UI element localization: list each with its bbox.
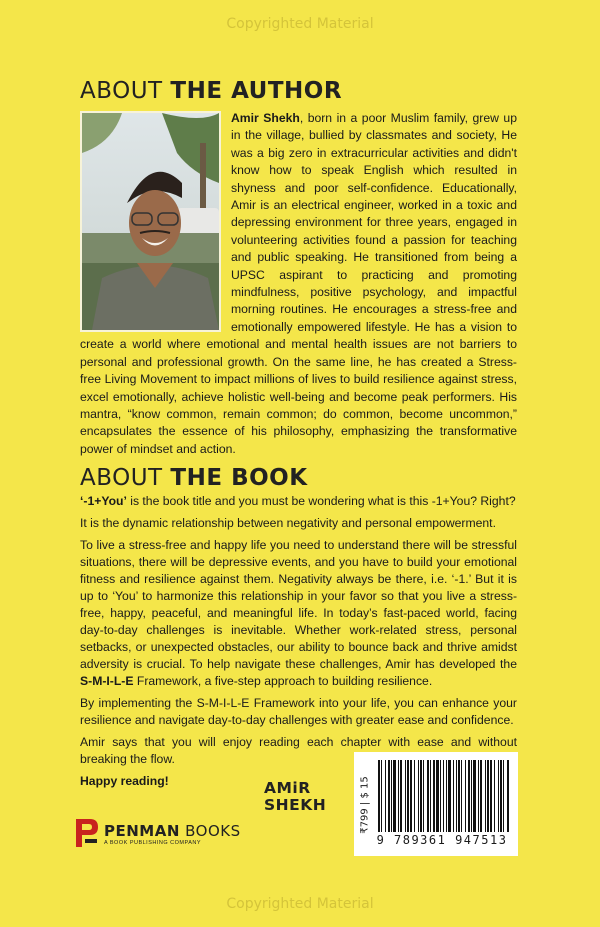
signature-line-2: SHEKH bbox=[264, 796, 327, 814]
publisher-name bbox=[104, 822, 241, 840]
penman-books-logo-icon bbox=[72, 815, 100, 851]
publisher-name-rest: BOOKS bbox=[179, 822, 241, 840]
watermark-bottom: Copyrighted Material bbox=[226, 896, 374, 912]
book-heading bbox=[80, 465, 308, 491]
happy-reading: Happy reading! bbox=[80, 774, 169, 788]
isbn-number: 9 789361 947513 bbox=[376, 833, 508, 847]
book-paragraph-3 bbox=[80, 537, 517, 690]
smile-framework-label: S-M-I-L-E bbox=[80, 674, 134, 688]
book-title: ‘-1+You’ bbox=[80, 494, 127, 508]
watermark-top: Copyrighted Material bbox=[226, 16, 374, 32]
author-heading bbox=[80, 78, 342, 104]
author-heading-bold: THE AUTHOR bbox=[170, 78, 343, 104]
publisher-name-bold: PENMAN bbox=[104, 822, 180, 840]
author-signature-logo bbox=[264, 780, 326, 814]
barcode bbox=[374, 760, 514, 832]
author-bio-text: , born in a poor Muslim family, grew up in the village, bullied by classmates and society, He was a big zero in extracurricular activities and didn't know how to speak English which resulted in shyness and poor self-confidence. Educationally, Amir is an electrical engineer, worked in a toxic and depressing environment for three years, engaged in volunteering activities found a passion for teaching and public speaking. He transitioned from being a UPSC aspirant to practicing and promoting mindfulness, positive psychology, and impactful morning routines. He encourages a stress-free and emotionally empowered lifestyle. He has a vision to create a world where emotional and mental health issues are not barriers to personal and professional growth. On the same line, he has created a Stress-free Living Movement to impact millions of lives to build resilience against stress, excel emotionally, achieve holistic well-being and become peak performers. His mantra, “know common, remain common; do common, become uncommon,” encapsulates the essence of his philosophy, emphasizing the transformative power of mindset and action. bbox=[80, 111, 517, 456]
book-description bbox=[80, 493, 517, 795]
signature-line-1: AMiR bbox=[264, 779, 311, 797]
book-paragraph-1-text: is the book title and you must be wondering what is this -1+You? Right? bbox=[126, 494, 516, 508]
price-text: ₹799 | $ 15 bbox=[359, 776, 371, 834]
book-heading-thin: ABOUT bbox=[80, 465, 163, 491]
author-heading-thin: ABOUT bbox=[80, 78, 163, 104]
book-paragraph-4: By implementing the S-M-I-L-E Framework into your life, you can enhance your resilience and navigate day-to-day challenges with greater ease and confidence. bbox=[80, 696, 517, 727]
book-heading-bold: THE BOOK bbox=[170, 465, 308, 491]
author-photo bbox=[80, 111, 221, 332]
publisher-tagline: A BOOK PUBLISHING COMPANY bbox=[104, 840, 202, 846]
book-paragraph-2: It is the dynamic relationship between negativity and personal empowerment. bbox=[80, 516, 496, 530]
book-paragraph-5: Amir says that you will enjoy reading each chapter with ease and without breaking the flow. bbox=[80, 735, 517, 766]
book-paragraph-1 bbox=[80, 493, 517, 510]
book-paragraph-3-a: To live a stress-free and happy life you need to understand there will be stressful situations, there will be depressive events, and you have to build your emotional fitness and resilience against them. Negativity always be there, i.e. ‘-1.’ But it is up to ‘You’ to harmonize this relationship in your favor so that you live a stress-free, happy, peaceful, and meaningful life. In today’s fast-paced world, facing day-to-day challenges is inevitable. Whether work-related stress, personal setbacks, or unexpected obstacles, our ability to bounce back and thrive amidst adversity is crucial. To help navigate these challenges, Amir has developed the bbox=[80, 538, 517, 671]
author-name: Amir Shekh bbox=[231, 111, 300, 125]
book-paragraph-3-b: Framework, a five-step approach to building resilience. bbox=[133, 674, 433, 688]
